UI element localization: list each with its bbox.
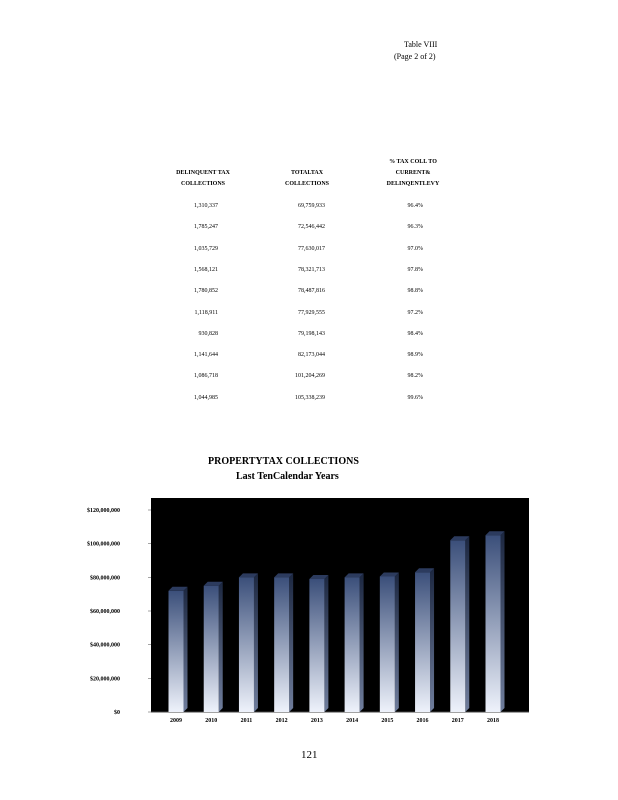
bar-front (274, 577, 289, 712)
cell-delinquent: 930,828 (198, 331, 218, 337)
bar-2011 (239, 573, 258, 712)
cell-delinquent: 1,785,247 (194, 224, 218, 230)
bar-side (465, 536, 469, 712)
y-tick-label: $20,000,000 (90, 676, 120, 683)
cell-total: 78,321,713 (298, 267, 325, 273)
bar-2015 (380, 572, 399, 712)
cell-percent: 96.4% (407, 203, 423, 209)
y-tick-label: $60,000,000 (90, 609, 120, 615)
bar-front (380, 576, 395, 712)
bar-front (486, 535, 501, 712)
y-tick-label: $0 (114, 710, 120, 716)
bar-front (309, 579, 324, 712)
bar-2018 (486, 531, 505, 712)
bar-front (169, 591, 184, 712)
cell-delinquent: 1,568,121 (194, 267, 218, 273)
bar-side (184, 587, 188, 712)
bar-2016 (415, 568, 434, 712)
cell-delinquent: 1,118,911 (194, 310, 218, 316)
y-tick-label: $100,000,000 (87, 541, 120, 548)
cell-delinquent: 1,141,644 (194, 352, 218, 358)
x-tick-label: 2009 (170, 718, 182, 724)
cell-percent: 98.8% (407, 288, 423, 294)
cell-percent: 97.0% (407, 246, 423, 252)
x-tick-label: 2013 (310, 718, 323, 724)
x-tick-label: 2015 (381, 718, 394, 724)
bar-2009 (169, 587, 188, 712)
bar-2017 (450, 536, 469, 712)
bar-side (324, 575, 328, 712)
x-tick-label: 2014 (346, 718, 359, 724)
cell-delinquent: 1,086,718 (194, 373, 218, 379)
table-label: Table VIII (404, 40, 438, 49)
y-tick-label: $120,000,000 (87, 508, 120, 514)
bar-front (204, 586, 219, 712)
bar-side (430, 568, 434, 712)
cell-delinquent: 1,044,985 (194, 395, 218, 401)
cell-percent: 98.4% (407, 331, 423, 337)
y-tick-label: $40,000,000 (90, 642, 120, 649)
bar-front (345, 577, 360, 712)
page-label: (Page 2 of 2) (394, 52, 436, 61)
cell-percent: 97.2% (407, 310, 423, 316)
cell-delinquent: 1,310,337 (194, 203, 218, 209)
cell-total: 77,630,017 (298, 246, 325, 252)
chart-title: PROPERTYTAX COLLECTIONS (208, 456, 359, 467)
y-tick-label: $80,000,000 (90, 575, 120, 582)
cell-total: 82,173,044 (298, 352, 325, 358)
bar-front (415, 572, 430, 712)
column-header-delinquent: DELINQUENT TAX COLLECTIONS (176, 170, 230, 187)
bar-side (289, 573, 293, 712)
bar-front (450, 540, 465, 712)
bar-side (360, 573, 364, 712)
bar-2014 (345, 573, 364, 712)
cell-total: 78,487,816 (298, 288, 325, 294)
cell-total: 69,759,933 (298, 203, 325, 209)
bar-front (239, 577, 254, 712)
cell-delinquent: 1,780,852 (194, 288, 218, 294)
bar-2010 (204, 582, 223, 712)
bar-side (395, 572, 399, 712)
x-tick-label: 2016 (416, 718, 429, 724)
cell-total: 105,338,239 (295, 395, 325, 401)
cell-total: 101,204,269 (295, 373, 325, 379)
x-tick-label: 2012 (275, 718, 288, 724)
x-tick-label: 2018 (487, 718, 499, 724)
cell-percent: 96.3% (407, 224, 423, 230)
cell-percent: 97.8% (407, 267, 423, 273)
cell-total: 79,198,143 (298, 331, 325, 337)
bar-side (501, 531, 505, 712)
x-tick-label: 2011 (240, 718, 253, 724)
bar-2012 (274, 573, 293, 712)
bar-side (219, 582, 223, 712)
cell-percent: 98.2% (407, 373, 423, 379)
x-tick-label: 2010 (205, 718, 218, 724)
cell-total: 72,546,442 (298, 224, 325, 230)
bar-2013 (309, 575, 328, 712)
column-header-total: TOTALTAX COLLECTIONS (284, 170, 329, 187)
bar-side (254, 573, 258, 712)
page-number: 121 (301, 749, 318, 761)
chart-subtitle: Last TenCalendar Years (236, 471, 339, 482)
cell-percent: 99.6% (407, 395, 423, 401)
cell-percent: 98.9% (407, 352, 423, 358)
x-tick-label: 2017 (451, 718, 464, 724)
cell-delinquent: 1,035,729 (194, 246, 218, 252)
cell-total: 77,929,555 (298, 310, 325, 316)
column-header-percent: % TAX COLL TO CURRENT& DELINQENTLEVY (386, 159, 440, 187)
